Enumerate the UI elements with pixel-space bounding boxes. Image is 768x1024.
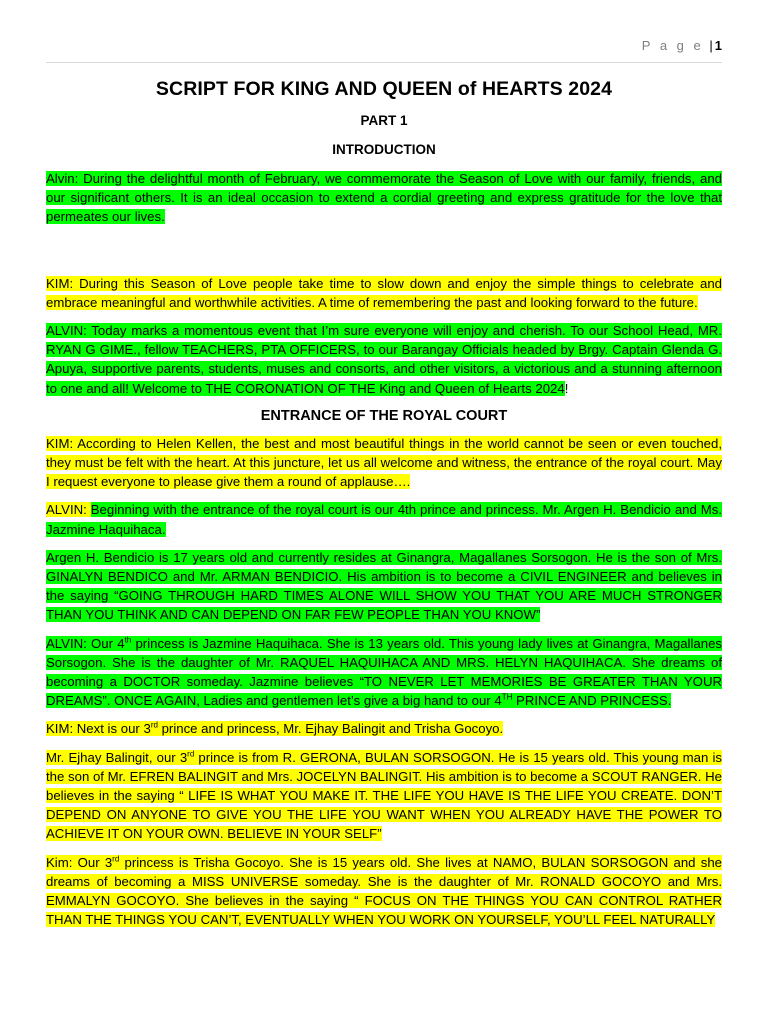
page-separator: | bbox=[709, 38, 713, 53]
paragraph-alvin-welcome: ALVIN: Today marks a momentous event that I’m sure everyone will enjoy and cherish. To our School Head, MR. RYAN G GIME., fellow TEACHERS, PTA OFFICERS, to our Barangay Officials headed by Brgy. Captain Glenda G. Apuya, supportive parents, students, muses and consorts, and other visitors, a victorious and a stunning afternoon to one and all! Welcome to THE CORONATION OF THE King and Queen of Hearts 2024! bbox=[46, 323, 722, 396]
paragraph-kim-third-pair: KIM: Next is our 3rd prince and princess, Mr. Ejhay Balingit and Trisha Gocoyo. bbox=[46, 721, 504, 737]
paragraph-kim-entrance: KIM: According to Helen Kellen, the best and most beautiful things in the world cannot be seen or even touched, they must be felt with the heart. At this juncture, let us all welcome and witness, the entrance of the royal court. May I request everyone to please give them a round of applause…. bbox=[46, 435, 722, 490]
paragraph-alvin-intro: Alvin: During the delightful month of February, we commemorate the Season of Love with our family, friends, and our significant others. It is an ideal occasion to extend a cordial greeting and express gratitude for the love that permeates our lives. bbox=[46, 171, 722, 225]
page-header bbox=[46, 38, 722, 63]
document-title: SCRIPT FOR KING AND QUEEN of HEARTS 2024 bbox=[155, 78, 613, 100]
introduction-heading: INTRODUCTION bbox=[332, 142, 436, 157]
page-number: 1 bbox=[714, 38, 722, 53]
paragraph-fourth-princess: ALVIN: Our 4th princess is Jazmine Haquihaca. She is 13 years old. This young lady lives at Ginangra, Magallanes Sorsogon. She is the daughter of Mr. RAQUEL HAQUIHACA AND MRS. HELYN HAQUIHACA. She dreams of becoming a DOCTOR someday. Jazmine believes “TO NEVER LET MEMORIES BE GREATER THAN YOUR DREAMS”. ONCE AGAIN, Ladies and gentlemen let’s give a big hand to our 4TH PRINCE AND PRINCESS. bbox=[46, 635, 722, 709]
document-body bbox=[46, 74, 722, 939]
blank-line bbox=[46, 236, 722, 274]
paragraph-third-prince: Mr. Ejhay Balingit, our 3rd prince is from R. GERONA, BULAN SORSOGON. He is 15 years old. This young man is the son of Mr. EFREN BALINGIT and Mrs. JOCELYN BALINGIT. His ambition is to become a SCOUT RANGER. He believes in the saying “ LIFE IS WHAT YOU MAKE IT. THE LIFE YOU HAVE IS THE LIFE YOU CREATE. DON’T DEPEND ON ANYONE TO GIVE YOU THE LIFE YOU WANT WHEN YOU ALREADY HAVE THE POWER TO ACHIEVE IT ON YOUR OWN. BELIEVE IN YOUR SELF” bbox=[46, 749, 722, 842]
royal-court-heading: ENTRANCE OF THE ROYAL COURT bbox=[260, 407, 508, 424]
paragraph-third-princess: Kim: Our 3rd princess is Trisha Gocoyo. She is 15 years old. She lives at NAMO, BULAN SORSOGON and she dreams of becoming a MISS UNIVERSE someday. She is the daughter of Mr. RONALD GOCOYO and Mrs. EMMALYN GOCOYO. She believes in the saying “ FOCUS ON THE THINGS YOU CAN CONTROL RATHER THAN THE THINGS YOU CAN’T, EVENTUALLY WHEN YOU WORK ON YOURSELF, YOU’LL FEEL NATURALLY bbox=[46, 854, 722, 928]
paragraph-alvin-fourth-pair: ALVIN: Beginning with the entrance of the royal court is our 4th prince and princess. Mr. Argen H. Bendicio and Ms. Jazmine Haquihaca. bbox=[46, 502, 723, 537]
paragraph-kim-intro: KIM: During this Season of Love people take time to slow down and enjoy the simple things to celebrate and embrace meaningful and worthwhile activities. A time of remembering the past and looking forward to the future. bbox=[46, 275, 722, 310]
page-label: P a g e bbox=[641, 38, 704, 53]
part-heading: PART 1 bbox=[360, 113, 408, 128]
paragraph-fourth-prince: Argen H. Bendicio is 17 years old and currently resides at Ginangra, Magallanes Sorsogon. He is the son of Mrs. GINALYN BENDICO and Mr. ARMAN BENDICIO. His ambition is to become a CIVIL ENGINEER and believes in the saying “GOING THROUGH HARD TIMES ALONE WILL SHOW YOU THAT YOU ARE MUCH STRONGER THAN YOU THINK AND CAN DEPEND ON FAR FEW PEOPLE THAN YOU KNOW” bbox=[46, 549, 722, 623]
